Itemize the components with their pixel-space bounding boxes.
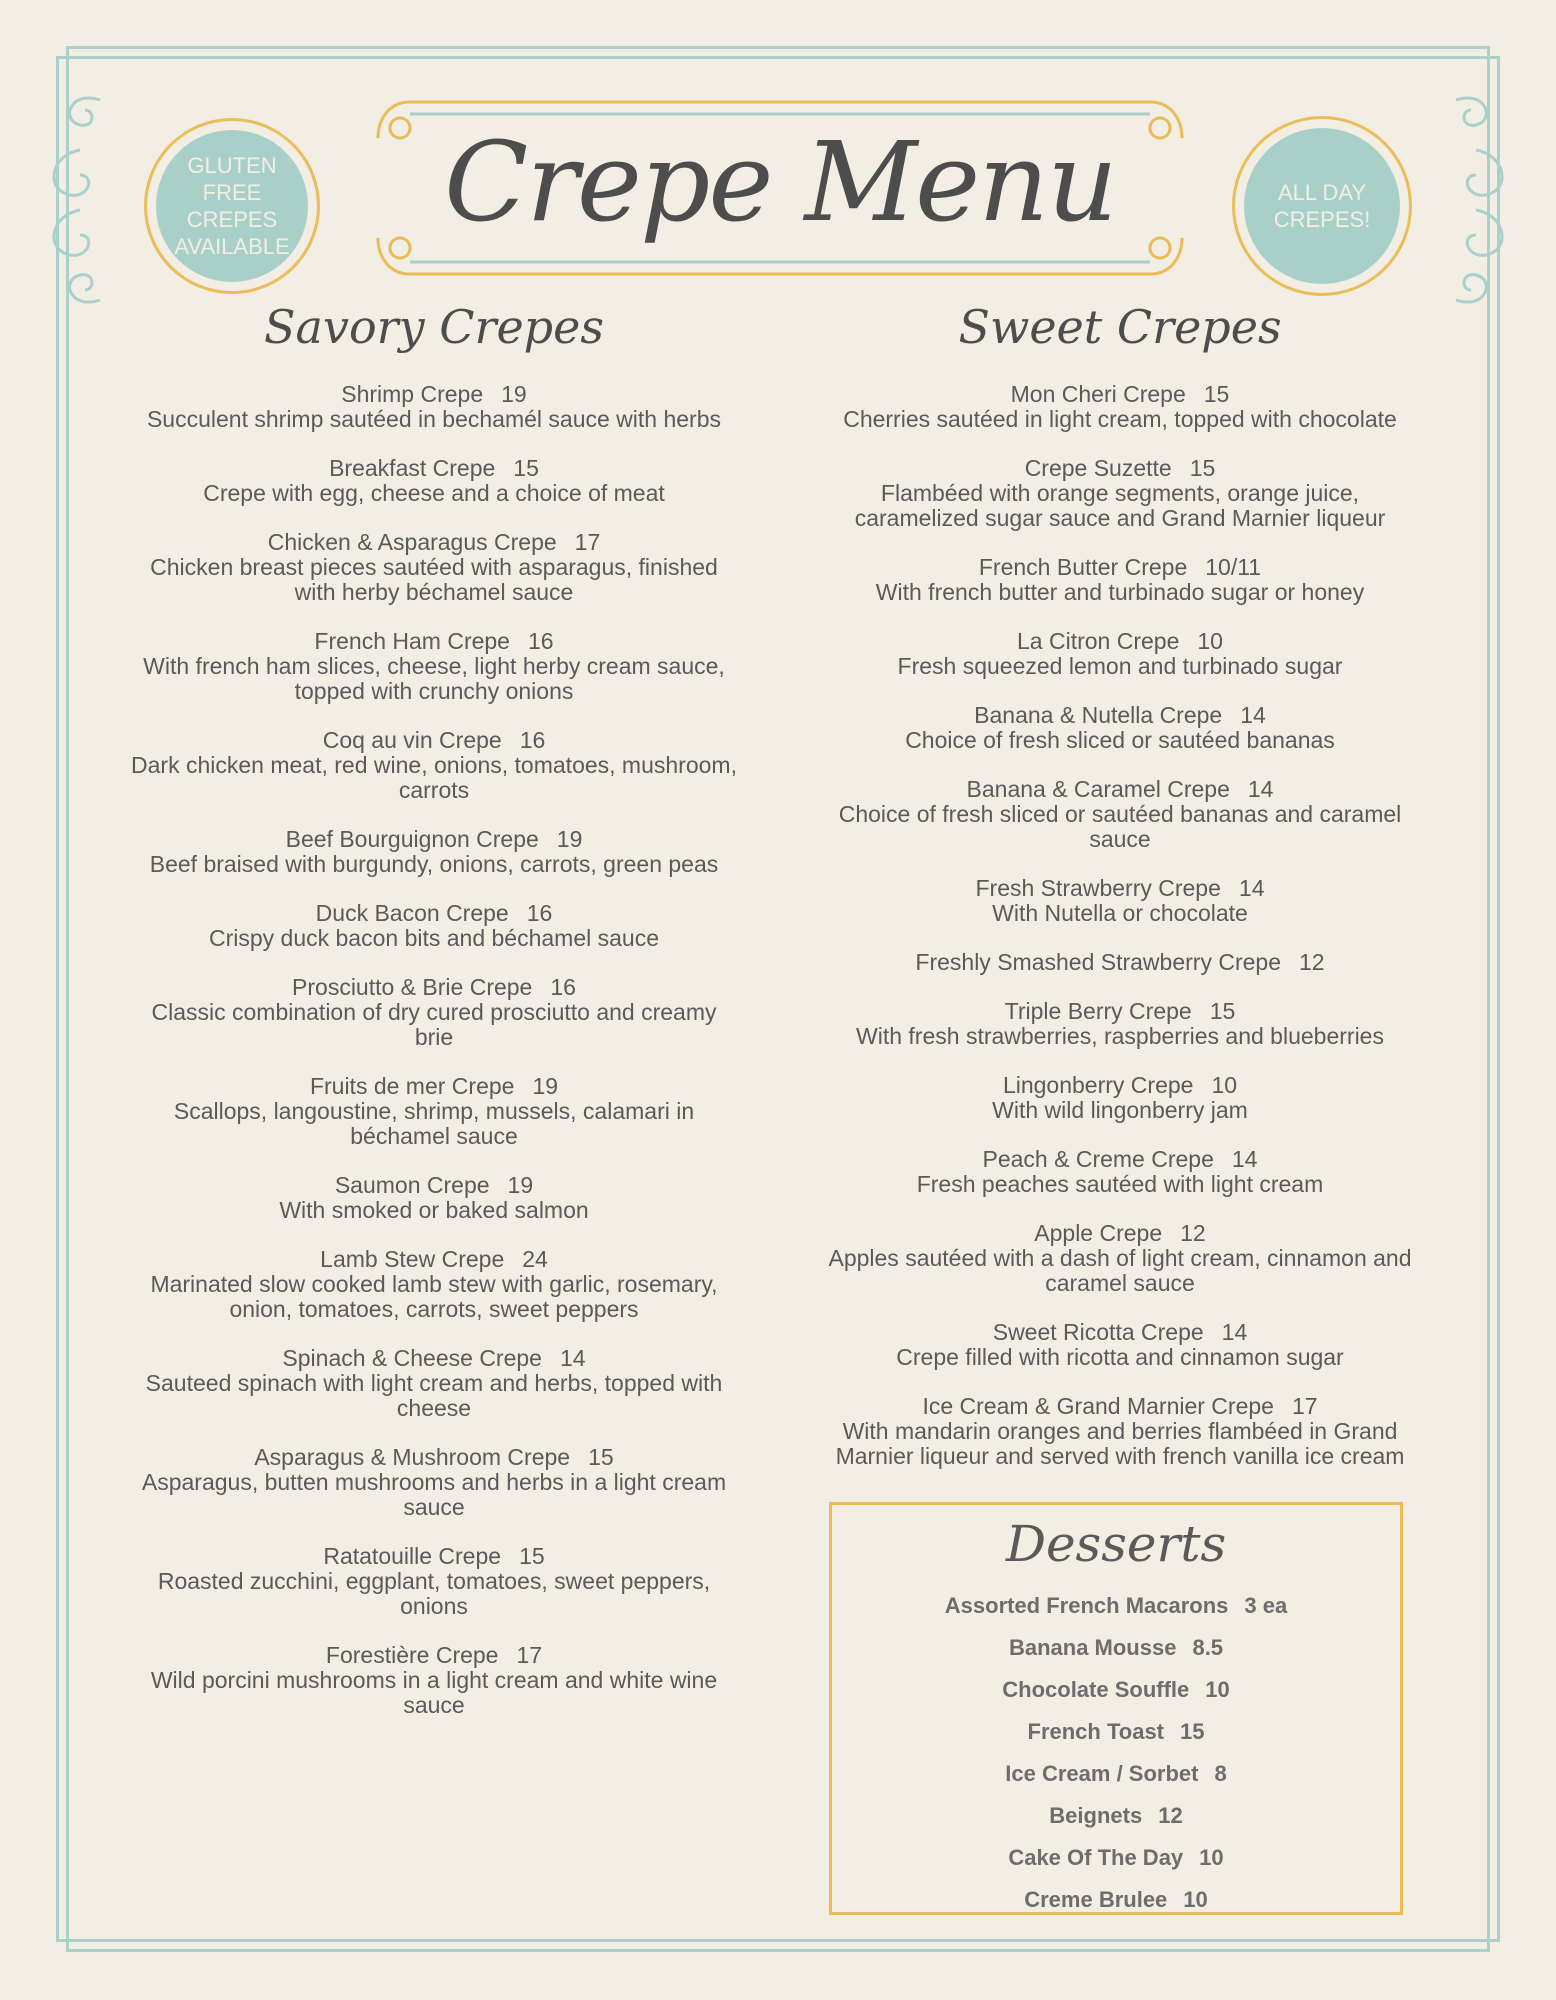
menu-item-price: 17: [574, 529, 601, 555]
menu-item-description: Fresh squeezed lemon and turbinado sugar: [897, 653, 1343, 679]
menu-item-name: Fruits de mer Crepe: [309, 1073, 515, 1099]
menu-item-description: Succulent shrimp sautéed in bechamél sauce with herbs: [146, 406, 722, 432]
menu-item-name: Banana & Nutella Crepe: [974, 702, 1223, 728]
dessert-item: [832, 1837, 1400, 1879]
menu-item-title: [800, 555, 1440, 580]
menu-item-title: [114, 1544, 754, 1569]
sweet-crepes-list: [800, 382, 1440, 1469]
menu-item-title: [114, 728, 754, 753]
menu-item-description: With fresh strawberries, raspberries and blueberries: [856, 1023, 1384, 1049]
menu-item-title: [114, 1074, 754, 1099]
menu-item: [800, 629, 1440, 679]
menu-item: [800, 1073, 1440, 1123]
menu-item-title: [800, 876, 1440, 901]
menu-item-description: With wild lingonberry jam: [992, 1097, 1248, 1123]
menu-item-name: Duck Bacon Crepe: [315, 900, 509, 926]
menu-item: [800, 876, 1440, 926]
menu-item-description: With smoked or baked salmon: [279, 1197, 589, 1223]
menu-item-price: 14: [1240, 702, 1266, 728]
menu-item-title: [114, 1346, 754, 1371]
menu-item-title: [800, 1320, 1440, 1345]
left-swirl-ornament: [40, 80, 120, 320]
menu-item-description: Chicken breast pieces sautéed with asparagus, finished with herby béchamel sauce: [150, 554, 718, 605]
menu-item-price: 16: [526, 900, 553, 926]
menu-item: [114, 1173, 754, 1223]
gluten-free-badge-text: GLUTEN FREE CREPES AVAILABLE: [156, 130, 308, 282]
menu-item-title: [114, 1643, 754, 1668]
dessert-name: Beignets: [1049, 1803, 1143, 1828]
dessert-price: 10: [1183, 1887, 1208, 1912]
menu-item-price: 16: [527, 628, 554, 654]
menu-item-name: La Citron Crepe: [1017, 628, 1180, 654]
menu-item-name: Mon Cheri Crepe: [1010, 381, 1186, 407]
menu-item-title: [114, 901, 754, 926]
menu-item: [114, 1643, 754, 1718]
menu-item-price: 19: [507, 1172, 534, 1198]
menu-item-price: 17: [516, 1642, 543, 1668]
menu-item-price: 10: [1197, 628, 1223, 654]
menu-item-price: 15: [519, 1543, 545, 1569]
menu-item-title: [800, 382, 1440, 407]
menu-item-description: With mandarin oranges and berries flambéed in Grand Marnier liqueur and served with french vanilla ice cream: [835, 1418, 1405, 1469]
menu-item-description: Choice of fresh sliced or sautéed bananas and caramel sauce: [838, 801, 1402, 852]
menu-item-price: 14: [1247, 776, 1274, 802]
dessert-price: 8: [1214, 1761, 1227, 1786]
menu-item-name: Coq au vin Crepe: [322, 727, 502, 753]
menu-item-description: Scallops, langoustine, shrimp, mussels, calamari in béchamel sauce: [173, 1098, 695, 1149]
right-swirl-ornament: [1436, 80, 1516, 320]
menu-item-name: Forestière Crepe: [325, 1642, 499, 1668]
dessert-name: Creme Brulee: [1024, 1887, 1168, 1912]
menu-item: [114, 382, 754, 432]
menu-item: [800, 1320, 1440, 1370]
menu-item-title: [114, 1247, 754, 1272]
dessert-price: 15: [1180, 1719, 1205, 1744]
dessert-item: [832, 1627, 1400, 1669]
menu-item-description: With Nutella or chocolate: [992, 900, 1248, 926]
menu-item-name: Shrimp Crepe: [341, 381, 484, 407]
dessert-item: [832, 1711, 1400, 1753]
menu-item-title: [114, 382, 754, 407]
menu-item-price: 16: [550, 974, 576, 1000]
menu-item-price: 10: [1211, 1072, 1238, 1098]
menu-item-name: Sweet Ricotta Crepe: [992, 1319, 1204, 1345]
menu-item-name: French Butter Crepe: [978, 554, 1188, 580]
menu-item-price: 15: [1189, 455, 1216, 481]
menu-item-title: [114, 1445, 754, 1470]
menu-item: [114, 629, 754, 704]
menu-item-title: [114, 456, 754, 481]
dessert-item: [832, 1669, 1400, 1711]
gluten-free-badge: [144, 118, 320, 294]
menu-item-title: [800, 950, 1440, 975]
menu-item-title: [800, 703, 1440, 728]
menu-item: [114, 827, 754, 877]
menu-item: [114, 1247, 754, 1322]
menu-item-price: 15: [1203, 381, 1230, 407]
dessert-item: [832, 1795, 1400, 1837]
menu-item-description: Asparagus, butten mushrooms and herbs in a light cream sauce: [141, 1469, 727, 1520]
menu-item: [800, 1394, 1440, 1469]
menu-item-description: Roasted zucchini, eggplant, tomatoes, sweet peppers, onions: [157, 1568, 711, 1619]
title-plaque: [370, 98, 1190, 278]
menu-item-price: 16: [519, 727, 546, 753]
menu-item-name: Apple Crepe: [1034, 1220, 1163, 1246]
menu-item: [800, 1147, 1440, 1197]
all-day-badge: [1232, 116, 1412, 296]
sweet-crepes-column: [800, 300, 1440, 1493]
menu-item: [800, 999, 1440, 1049]
menu-item: [114, 1346, 754, 1421]
menu-item-name: Spinach & Cheese Crepe: [282, 1345, 542, 1371]
savory-crepes-heading: Savory Crepes: [264, 300, 604, 354]
menu-item-name: Beef Bourguignon Crepe: [285, 826, 539, 852]
menu-item-description: Fresh peaches sautéed with light cream: [916, 1171, 1324, 1197]
menu-item-description: Crepe with egg, cheese and a choice of meat: [203, 480, 665, 506]
menu-item-name: Breakfast Crepe: [329, 455, 496, 481]
menu-item-description: Beef braised with burgundy, onions, carrots, green peas: [149, 851, 719, 877]
dessert-name: Assorted French Macarons: [944, 1593, 1229, 1618]
menu-item-price: 19: [556, 826, 583, 852]
menu-item: [114, 456, 754, 506]
menu-item-name: Ratatouille Crepe: [323, 1543, 502, 1569]
dessert-price: 12: [1158, 1803, 1183, 1828]
menu-item-name: Triple Berry Crepe: [1004, 998, 1192, 1024]
menu-item-price: 19: [501, 381, 527, 407]
menu-item-description: Marinated slow cooked lamb stew with garlic, rosemary, onion, tomatoes, carrots, sweet peppers: [150, 1271, 718, 1322]
menu-item-price: 12: [1298, 949, 1325, 975]
menu-item-price: 10/11: [1205, 554, 1262, 580]
menu-item-description: With french ham slices, cheese, light herby cream sauce, topped with crunchy onions: [143, 653, 725, 704]
menu-item-title: [800, 1073, 1440, 1098]
menu-item: [114, 975, 754, 1050]
menu-item-description: Choice of fresh sliced or sautéed bananas: [905, 727, 1335, 753]
desserts-box: [829, 1502, 1403, 1915]
menu-item-name: Saumon Crepe: [334, 1172, 490, 1198]
menu-item-title: [114, 629, 754, 654]
menu-item-name: Chicken & Asparagus Crepe: [267, 529, 557, 555]
menu-item-title: [800, 1394, 1440, 1419]
menu-item: [800, 555, 1440, 605]
menu-item: [114, 728, 754, 803]
menu-item-price: 12: [1180, 1220, 1206, 1246]
menu-item-title: [800, 999, 1440, 1024]
menu-item-name: Crepe Suzette: [1024, 455, 1172, 481]
all-day-badge-text: ALL DAY CREPES!: [1244, 128, 1400, 284]
menu-item-price: 15: [513, 455, 539, 481]
dessert-name: French Toast: [1027, 1719, 1165, 1744]
menu-item: [800, 382, 1440, 432]
dessert-price: 10: [1199, 1845, 1224, 1870]
sweet-crepes-heading: Sweet Crepes: [958, 300, 1282, 354]
menu-item-name: Prosciutto & Brie Crepe: [292, 974, 533, 1000]
menu-item-name: Lamb Stew Crepe: [320, 1246, 505, 1272]
menu-item-description: With french butter and turbinado sugar or honey: [875, 579, 1365, 605]
menu-item-price: 14: [559, 1345, 586, 1371]
dessert-price: 3 ea: [1244, 1593, 1288, 1618]
menu-title: Crepe Menu: [444, 118, 1116, 246]
menu-item-name: Lingonberry Crepe: [1002, 1072, 1194, 1098]
menu-item-price: 14: [1238, 875, 1265, 901]
dessert-item: [832, 1585, 1400, 1627]
menu-item-name: Freshly Smashed Strawberry Crepe: [915, 949, 1281, 975]
menu-item: [114, 530, 754, 605]
menu-item: [800, 456, 1440, 531]
menu-item-title: [114, 975, 754, 1000]
savory-crepes-column: [114, 300, 754, 1742]
dessert-name: Banana Mousse: [1008, 1635, 1177, 1660]
desserts-heading: Desserts: [1005, 1515, 1227, 1573]
menu-item-name: Peach & Creme Crepe: [982, 1146, 1214, 1172]
dessert-price: 10: [1205, 1677, 1230, 1702]
menu-item-description: Cherries sautéed in light cream, topped with chocolate: [843, 406, 1397, 432]
menu-item-title: [800, 1147, 1440, 1172]
menu-item-description: Flambéed with orange segments, orange juice, caramelized sugar sauce and Grand Marnier liqueur: [854, 480, 1386, 531]
menu-item-title: [114, 1173, 754, 1198]
menu-item-title: [114, 827, 754, 852]
menu-item-description: Classic combination of dry cured prosciutto and creamy brie: [151, 999, 717, 1050]
menu-item: [800, 703, 1440, 753]
desserts-list: [832, 1585, 1400, 1921]
menu-item-title: [800, 456, 1440, 481]
menu-item-title: [800, 1221, 1440, 1246]
menu-item-price: 24: [522, 1246, 548, 1272]
menu-item: [800, 1221, 1440, 1296]
menu-item-description: Wild porcini mushrooms in a light cream and white wine sauce: [150, 1667, 718, 1718]
menu-item-price: 17: [1291, 1393, 1318, 1419]
menu-item: [800, 777, 1440, 852]
menu-item: [800, 950, 1440, 975]
menu-item-name: Banana & Caramel Crepe: [966, 776, 1230, 802]
menu-item: [114, 901, 754, 951]
menu-item-description: Sauteed spinach with light cream and herbs, topped with cheese: [145, 1370, 723, 1421]
menu-item-name: French Ham Crepe: [314, 628, 510, 654]
menu-item-name: Ice Cream & Grand Marnier Crepe: [922, 1393, 1274, 1419]
menu-item-price: 15: [1209, 998, 1236, 1024]
dessert-name: Chocolate Souffle: [1002, 1677, 1190, 1702]
menu-item-title: [800, 777, 1440, 802]
menu-item-title: [114, 530, 754, 555]
menu-item-description: Dark chicken meat, red wine, onions, tomatoes, mushroom, carrots: [131, 752, 737, 803]
menu-item-price: 14: [1231, 1146, 1258, 1172]
menu-item-name: Asparagus & Mushroom Crepe: [254, 1444, 571, 1470]
menu-item-description: Crepe filled with ricotta and cinnamon sugar: [896, 1344, 1344, 1370]
menu-item-price: 14: [1221, 1319, 1248, 1345]
dessert-price: 8.5: [1192, 1635, 1224, 1660]
menu-item-title: [800, 629, 1440, 654]
dessert-name: Cake Of The Day: [1008, 1845, 1184, 1870]
menu-item-description: Crispy duck bacon bits and béchamel sauce: [208, 925, 660, 951]
menu-item: [114, 1544, 754, 1619]
dessert-item: [832, 1879, 1400, 1921]
savory-crepes-list: [114, 382, 754, 1718]
menu-item-description: Apples sautéed with a dash of light cream, cinnamon and caramel sauce: [828, 1245, 1412, 1296]
menu-item-price: 15: [588, 1444, 614, 1470]
dessert-name: Ice Cream / Sorbet: [1005, 1761, 1199, 1786]
menu-item-price: 19: [532, 1073, 559, 1099]
dessert-item: [832, 1753, 1400, 1795]
menu-item: [114, 1445, 754, 1520]
menu-item-name: Fresh Strawberry Crepe: [975, 875, 1221, 901]
menu-item: [114, 1074, 754, 1149]
